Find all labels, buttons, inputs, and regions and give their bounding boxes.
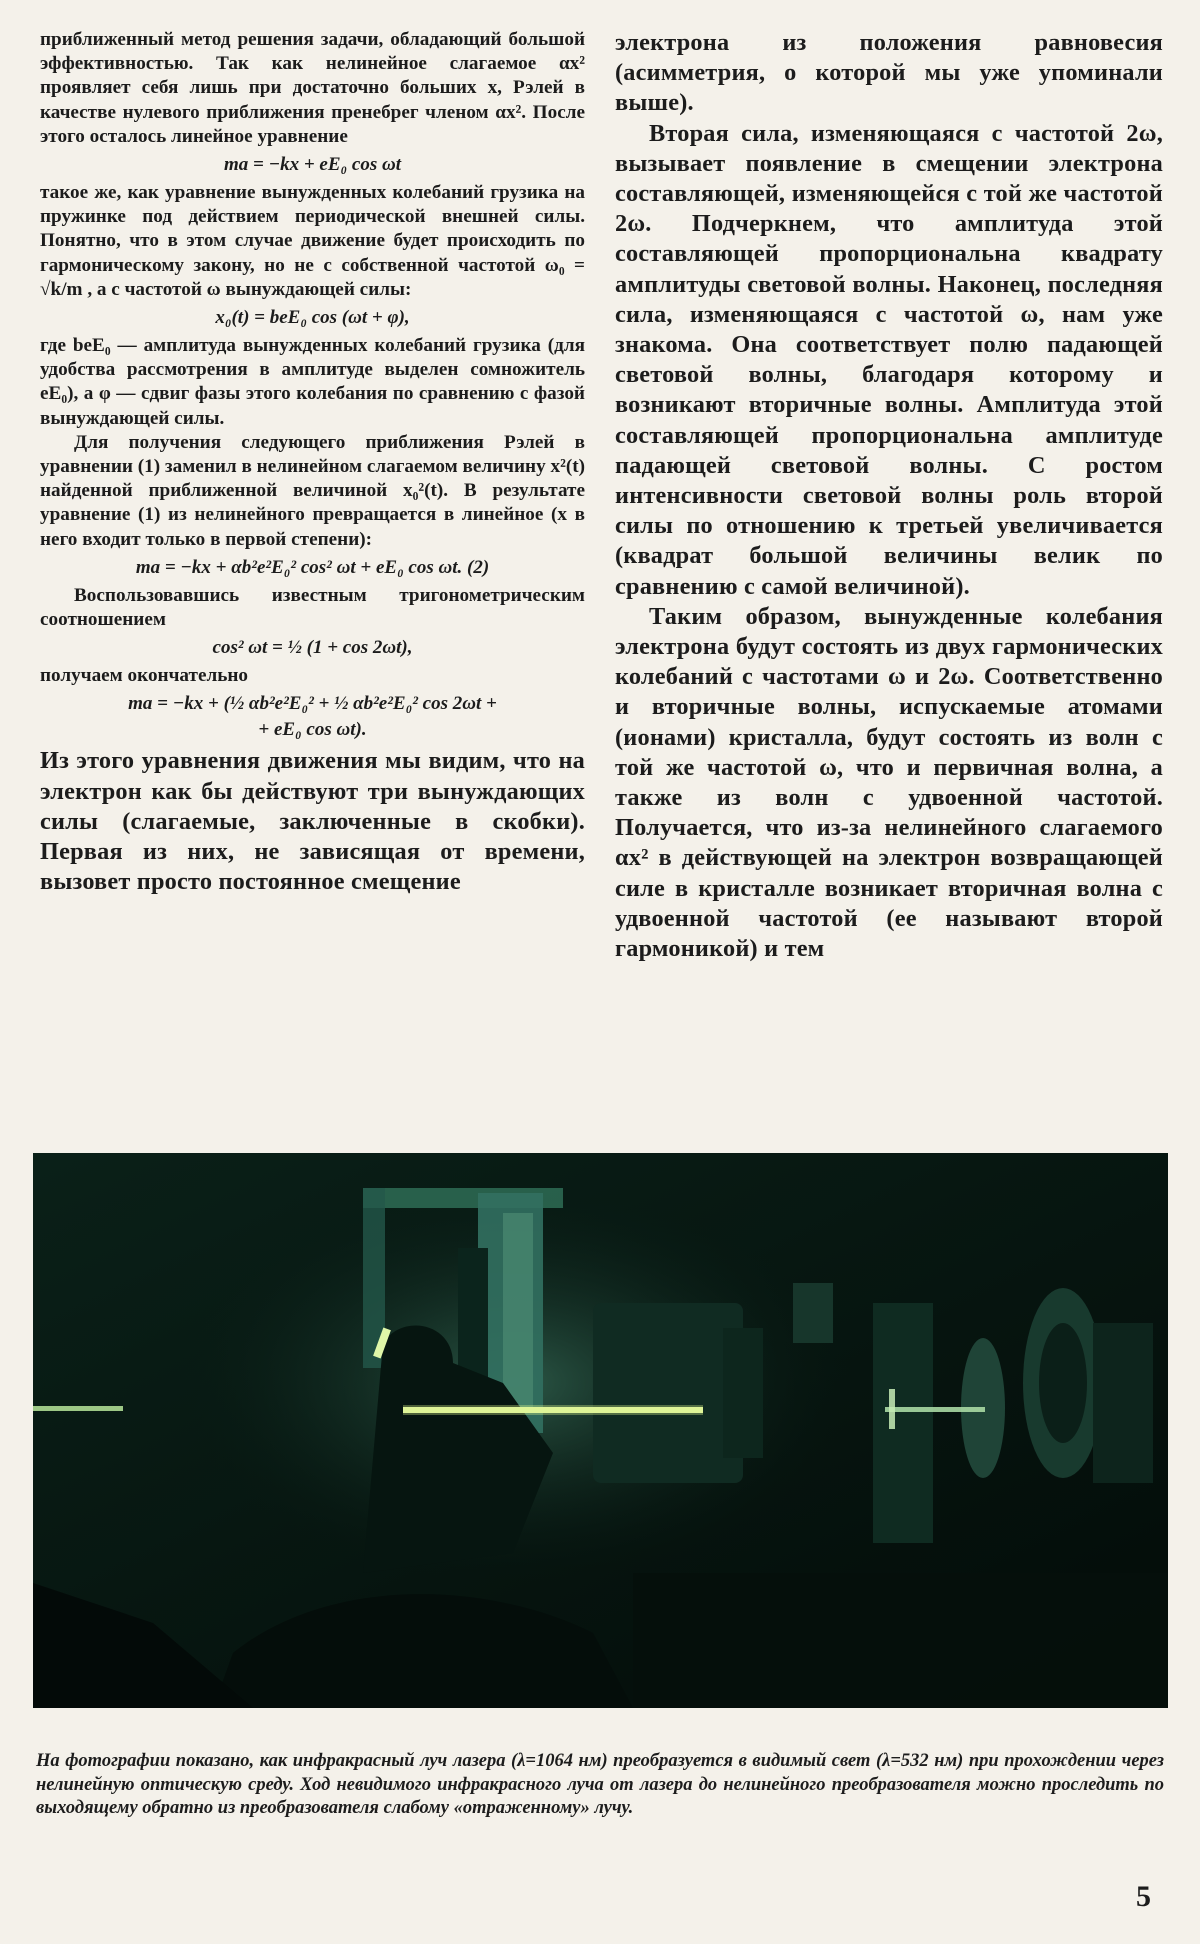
right-paragraph-1: электрона из положения равновесия (асимметрия, о которой мы уже упоминали выше). [615, 29, 1163, 117]
formula-final-line-2: + eE₀ cos ωt). [258, 719, 367, 741]
left-paragraph-7: Из этого уравнения движения мы видим, что на электрон как бы действуют три вынуждающих силы (слагаемые, заключенные в скобки). Первая из них, не зависящая от времени, вызовет просто постоянное смещение [40, 747, 585, 896]
laser-photo [33, 1153, 1168, 1708]
formula-equation-2: ma = −kx + αb²e²E₀² cos² ωt + eE₀ cos ωt. (2) [135, 556, 490, 578]
right-paragraph-2: Вторая сила, изменяющаяся с частотой 2ω, вызывает появление в смещении электрона составляющей, изменяющейся с той же частотой 2ω. Подчеркнем, что амплитуда этой составляющей пропорциональна квадрату амплитуды световой волны. Наконец, последняя сила, изменяющаяся с частотой ω, нам уже знакома. Она соответствует полю падающей световой волны, благодаря которому и возникают вторичные волны. Амплитуда этой составляющей пропорциональна амплитуде падающей световой волны. С ростом интенсивности световой волны роль второй силы по отношению к третьей увеличивается (квадрат большой величины велик по сравнению с самой величиной). [615, 119, 1163, 600]
right-paragraph-3: Таким образом, вынужденные колебания электрона будут состоять из двух гармонических колебаний с частотами ω и 2ω. Соответственно и вторичные волны, испускаемые атомами (ионами) кристалла, будут состоять из волн с той же частотой ω, что и первичная волна, а также из волн с удвоенной частотой. Получается, что из-за нелинейного слагаемого αx² в действующей на электрон возвращающей силе в кристалле возникает вторичная волна с удвоенной частотой (ее называют второй гармоникой) и тем [615, 602, 1163, 963]
left-paragraph-1: приближенный метод решения задачи, обладающий большой эффективностью. Так как нелинейное слагаемое αx² проявляет себя лишь при достаточно больших x, Рэлей в качестве нулевого приближения пренебрег членом αx². После этого осталось линейное уравнение [40, 29, 585, 147]
left-paragraph-5: Воспользовавшись известным тригонометрическим соотношением [40, 584, 585, 631]
left-column [40, 28, 585, 897]
formula-linear-equation: ma = −kx + eE₀ cos ωt [223, 154, 402, 176]
left-paragraph-4: Для получения следующего приближения Рэлей в уравнении (1) заменил в нелинейном слагаемом величину x²(t) найденной приближенной величиной x₀²(t). В результате уравнение (1) из нелинейного превращается в линейное (x в него входит только в первой степени): [40, 431, 585, 550]
right-column [615, 28, 1163, 964]
left-paragraph-6: получаем окончательно [40, 665, 249, 687]
formula-trig-identity: cos² ωt = ½ (1 + cos 2ωt), [212, 637, 413, 659]
left-paragraph-2: такое же, как уравнение вынужденных колебаний грузика на пружинке под действием периодической внешней силы. Понятно, что в этом случае движение будет происходить по гармоническому закону, но не с собственной частотой ω₀ = √k/m , а с частотой ω вынуждающей силы: [40, 182, 585, 300]
laser-photo-illustration [33, 1153, 1168, 1708]
photo-caption: На фотографии показано, как инфракрасный луч лазера (λ=1064 нм) преобразуется в видимый свет (λ=532 нм) при прохождении через нелинейную оптическую среду. Ход невидимого инфракрасного луча от лазера до нелинейного преобразователя можно проследить по выходящему обратно из преобразователя слабому «отраженному» лучу. [36, 1751, 1164, 1818]
formula-harmonic-solution: x₀(t) = beE₀ cos (ωt + φ), [215, 307, 410, 329]
formula-final-line-1: ma = −kx + (½ αb²e²E₀² + ½ αb²e²E₀² cos 2ωt + [128, 693, 497, 715]
left-paragraph-3: где beE₀ — амплитуда вынужденных колебаний грузика (для удобства рассмотрения в амплитуде выделен сомножитель eE₀), а φ — сдвиг фазы этого колебания по сравнению с фазой вынуждающей силы. [40, 335, 585, 429]
page-number: 5 [1136, 1880, 1151, 1913]
